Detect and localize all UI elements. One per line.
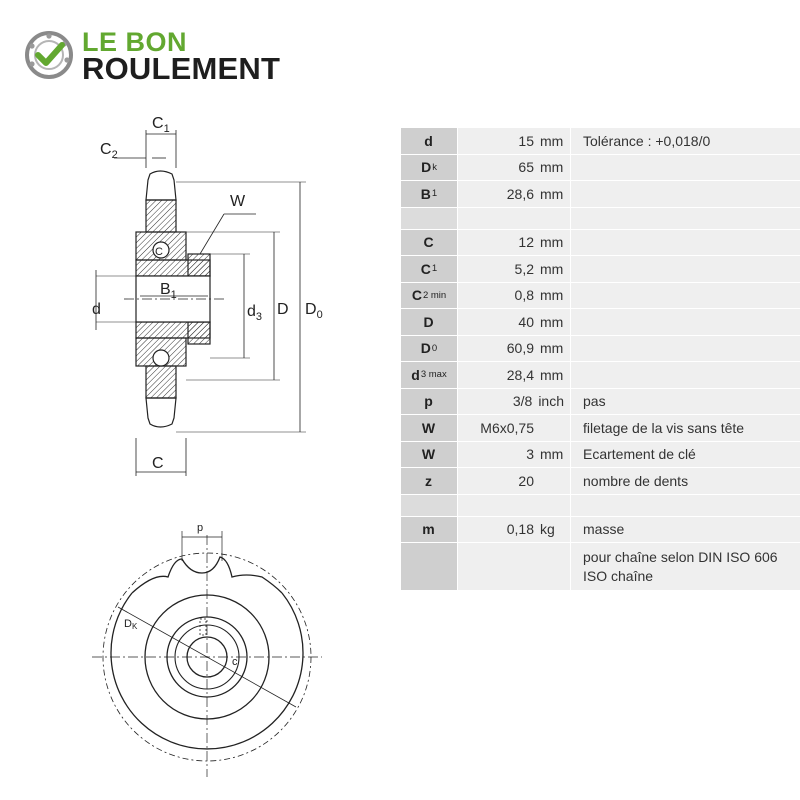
check-bearing-icon bbox=[24, 30, 74, 80]
table-row: W M6x0,75 filetage de la vis sans tête bbox=[401, 415, 800, 442]
svg-text:c: c bbox=[232, 656, 238, 668]
brand-name-line2: ROULEMENT bbox=[82, 51, 281, 86]
table-row: D 40 mm bbox=[401, 309, 800, 336]
label-p: p bbox=[197, 522, 204, 534]
chain-standard-line2: ISO chaîne bbox=[583, 567, 654, 584]
table-row: m 0,18 kg masse bbox=[401, 517, 800, 544]
table-row: C 1 5,2 mm bbox=[401, 256, 800, 283]
label-c2: $C_2$ bbox=[100, 141, 118, 161]
table-row: C 12 mm bbox=[401, 230, 800, 257]
table-row: d 3 max 28,4 mm bbox=[401, 362, 800, 389]
table-row: p 3/8 inch pas bbox=[401, 389, 800, 416]
table-row: z 20 nombre de dents bbox=[401, 468, 800, 495]
table-row: C 2 min 0,8 mm bbox=[401, 283, 800, 310]
label-d: d bbox=[92, 301, 101, 318]
label-dk: DK bbox=[124, 618, 138, 631]
table-row-chain-standard bbox=[401, 543, 800, 591]
table-row: D k 65 mm bbox=[401, 155, 800, 182]
brand-name-line1: LE BON bbox=[82, 27, 188, 57]
label-c1: $C_1$ bbox=[152, 115, 170, 135]
label-d3: $d_3$ bbox=[247, 303, 263, 323]
table-row: D 0 60,9 mm bbox=[401, 336, 800, 363]
table-row-spacer bbox=[401, 208, 800, 230]
chain-standard-line1: pour chaîne selon DIN ISO 606 bbox=[583, 548, 778, 565]
label-b1: $B_1$ bbox=[160, 281, 177, 301]
sprocket-front-view-drawing bbox=[92, 515, 322, 785]
sprocket-side-view-drawing bbox=[84, 108, 384, 488]
table-row-spacer bbox=[401, 495, 800, 517]
brand-logo bbox=[24, 26, 304, 86]
svg-text:C: C bbox=[155, 246, 163, 258]
label-w: W bbox=[230, 193, 246, 210]
label-d0: $D_0$ bbox=[305, 301, 323, 321]
table-row: d 15 mm Tolérance : +0,018/0 bbox=[401, 128, 800, 155]
table-row: W 3 mm Ecartement de clé bbox=[401, 442, 800, 469]
spec-table bbox=[401, 128, 800, 591]
label-c: C bbox=[152, 455, 164, 472]
label-d-outer: D bbox=[277, 301, 289, 318]
table-row: B 1 28,6 mm bbox=[401, 181, 800, 208]
